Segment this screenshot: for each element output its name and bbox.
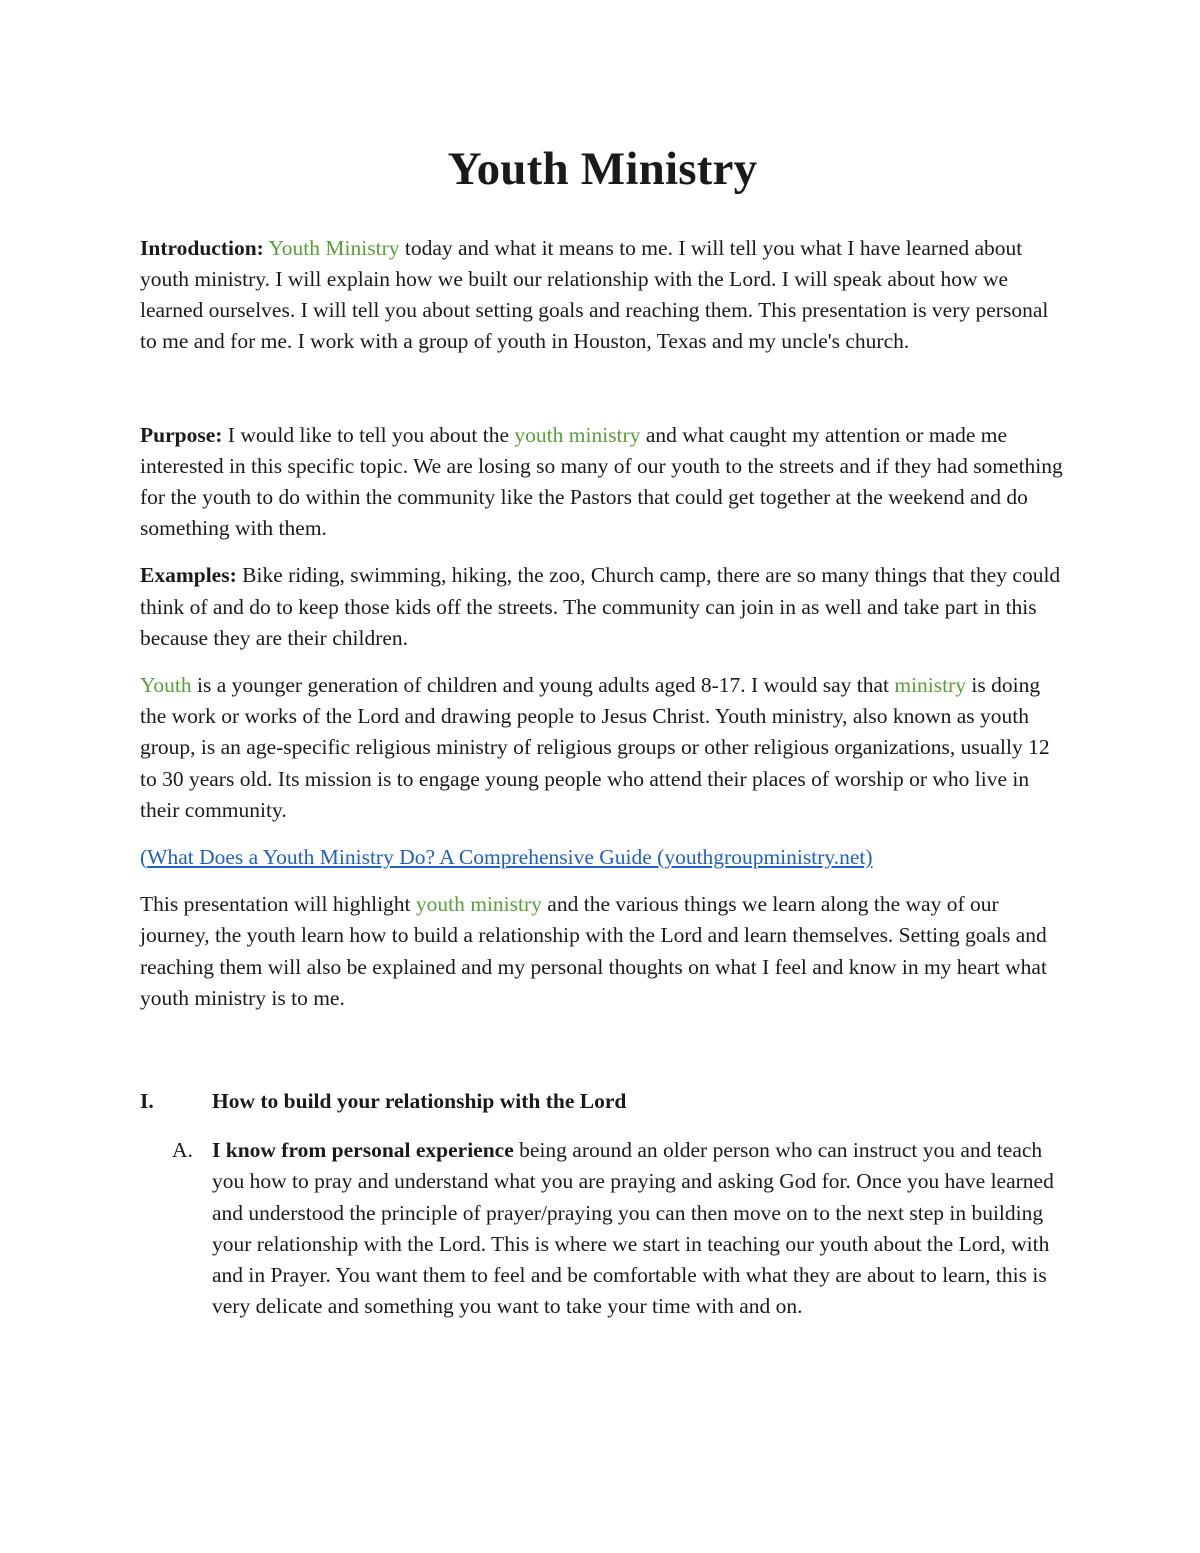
highlight-before: This presentation will highlight — [140, 892, 416, 917]
document-body — [140, 140, 1065, 1322]
definition-middle: is a younger generation of children and young adults aged 8-17. I would say that — [191, 672, 895, 697]
spacer — [140, 1014, 1065, 1086]
definition-highlight-youth: Youth — [140, 672, 192, 697]
examples-text: Bike riding, swimming, hiking, the zoo, Church camp, there are so many things that they could think of and do to keep those kids off the streets. The community can join in as well and take part in this because they are their children. — [140, 563, 1061, 650]
spacer — [140, 544, 1065, 560]
purpose-label: Purpose: — [140, 422, 223, 447]
intro-paragraph — [140, 233, 1065, 358]
purpose-highlight: youth ministry — [514, 422, 641, 447]
examples-label: Examples: — [140, 563, 237, 588]
spacer — [140, 873, 1065, 889]
purpose-before: I would like to tell you about the — [222, 422, 515, 447]
document-title: Youth Ministry — [447, 143, 758, 195]
spacer — [140, 826, 1065, 842]
citation-link[interactable]: What Does a Youth Ministry Do? A Comprehensive Guide (youthgroupministry.net) — [147, 845, 873, 869]
section-heading-1 — [140, 1086, 1065, 1117]
definition-paragraph — [140, 670, 1065, 826]
section-heading-text: How to build your relationship with the Lord — [212, 1089, 627, 1114]
intro-label: Introduction: — [140, 235, 264, 260]
highlight-paragraph — [140, 889, 1065, 1014]
citation-paragraph — [140, 842, 1065, 873]
purpose-paragraph — [140, 420, 1065, 545]
section-number: I. — [140, 1089, 154, 1114]
purpose-after: and what caught my attention or made me interested in this specific topic. We are losing so many of our youth to the streets and if they had something for the youth to do within the community like the Pastors that could get together at the weekend and do something with them. — [140, 422, 1063, 541]
list-item-body: being around an older person who can instruct you and teach you how to pray and understand what you are praying and asking God for. Once you have learned and understood the principle of prayer/praying you can then move on to the next step in building your relationship with the Lord. This is where we start in teaching our youth about the Lord, with and in Prayer. You want them to feel and be comfortable with what they are about to learn, this is very delicate and something you want to take your time with and on. — [212, 1138, 1054, 1319]
spacer — [140, 654, 1065, 670]
list-item-bold: I know from personal experience — [212, 1138, 514, 1163]
highlight-after: and the various things we learn along the way of our journey, the youth learn how to build a relationship with the Lord and learn themselves. Setting goals and reaching them will also be explained and my personal thoughts on what I feel and know in my heart what youth ministry is to me. — [140, 892, 1047, 1010]
definition-highlight-ministry: ministry — [894, 672, 967, 697]
spacer — [140, 358, 1065, 420]
intro-highlight: Youth Ministry — [268, 235, 400, 260]
highlight-youth-ministry: youth ministry — [415, 892, 542, 917]
examples-paragraph — [140, 560, 1065, 654]
citation-open-paren: ( — [140, 845, 148, 869]
intro-text: today and what it means to me. I will tell you what I have learned about youth ministry. I will explain how we built our relationship with the Lord. I will speak about how we learned ourselves. I will tell you about setting goals and reaching them. This presentation is very personal to me and for me. I work with a group of youth in Houston, Texas and my uncle's church. — [140, 235, 1049, 354]
list-item-letter: A. — [172, 1138, 193, 1163]
list-item-text — [212, 1135, 1065, 1322]
definition-after: is doing the work or works of the Lord and drawing people to Jesus Christ. Youth ministry, also known as youth group, is an age-specific religious ministry of religious groups or other religious organizations, usually 12 to 30 years old. Its mission is to engage young people who attend their places of worship or who live in their community. — [140, 672, 1050, 822]
list-item-a — [172, 1135, 1065, 1322]
